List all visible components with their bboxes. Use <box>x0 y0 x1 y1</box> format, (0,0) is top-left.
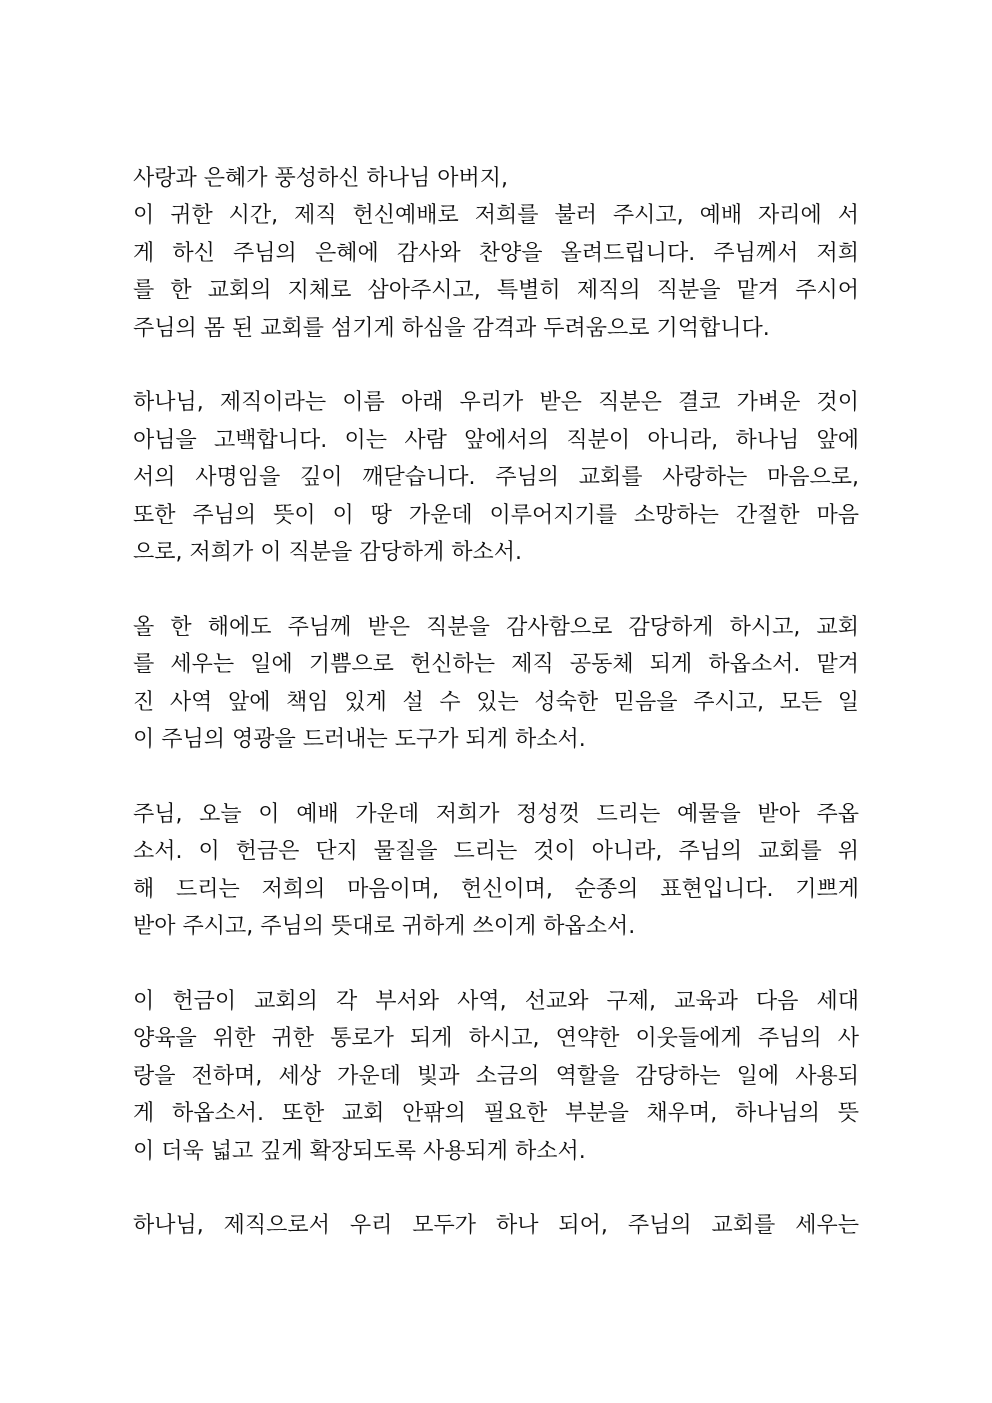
text-line: 이 주님의 영광을 드러내는 도구가 되게 하소서. <box>133 727 586 753</box>
text-line: 주님의 몸 된 교회를 섬기게 하심을 감격과 두려움으로 기억합니다. <box>133 315 770 341</box>
text-line: 이 헌금이 교회의 각 부서와 사역, 선교와 구제, 교육과 다음 세대 <box>133 988 859 1014</box>
text-line: 이 더욱 넓고 깊게 확장되도록 사용되게 하소서. <box>133 1138 586 1164</box>
text-line: 를 한 교회의 지체로 삼아주시고, 특별히 제직의 직분을 맡겨 주시어 <box>133 278 859 304</box>
prayer-text <box>133 160 859 1282</box>
text-line: 게 하신 주님의 은혜에 감사와 찬양을 올려드립니다. 주님께서 저희 <box>133 240 859 266</box>
text-line: 으로, 저희가 이 직분을 감당하게 하소서. <box>133 540 522 566</box>
text-line: 사랑과 은혜가 풍성하신 하나님 아버지, <box>133 166 508 191</box>
text-line: 받아 주시고, 주님의 뜻대로 귀하게 쓰이게 하옵소서. <box>133 914 636 940</box>
text-line: 게 하옵소서. 또한 교회 안팎의 필요한 부분을 채우며, 하나님의 뜻 <box>133 1101 859 1127</box>
text-line: 하나님, 제직으로서 우리 모두가 하나 되어, 주님의 교회를 세우는 <box>133 1213 859 1239</box>
text-line: 올 한 해에도 주님께 받은 직분을 감사함으로 감당하게 하시고, 교회 <box>133 614 859 640</box>
text-line: 주님, 오늘 이 예배 가운데 저희가 정성껏 드리는 예물을 받아 주옵 <box>133 801 859 827</box>
text-line: 하나님, 제직이라는 이름 아래 우리가 받은 직분은 결코 가벼운 것이 <box>133 390 859 416</box>
text-line: 진 사역 앞에 책임 있게 설 수 있는 성숙한 믿음을 주시고, 모든 일 <box>133 689 859 715</box>
text-line: 소서. 이 헌금은 단지 물질을 드리는 것이 아니라, 주님의 교회를 위 <box>133 839 859 865</box>
paragraph-6 <box>133 1207 859 1244</box>
text-line: 또한 주님의 뜻이 이 땅 가운데 이루어지기를 소망하는 간절한 마음 <box>133 502 859 528</box>
text-line: 양육을 위한 귀한 통로가 되게 하시고, 연약한 이웃들에게 주님의 사 <box>133 1026 859 1052</box>
text-line: 이 귀한 시간, 제직 헌신예배로 저희를 불러 주시고, 예배 자리에 서 <box>133 203 859 229</box>
text-line: 서의 사명임을 깊이 깨닫습니다. 주님의 교회를 사랑하는 마음으로, <box>133 465 859 491</box>
paragraph-2 <box>133 384 859 571</box>
text-line: 아님을 고백합니다. 이는 사람 앞에서의 직분이 아니라, 하나님 앞에 <box>133 427 859 453</box>
paragraph-5 <box>133 983 859 1170</box>
text-line: 를 세우는 일에 기쁨으로 헌신하는 제직 공동체 되게 하옵소서. 맡겨 <box>133 652 859 678</box>
text-line: 해 드리는 저희의 마음이며, 헌신이며, 순종의 표현입니다. 기쁘게 <box>133 876 859 902</box>
paragraph-1 <box>133 160 859 347</box>
text-line: 랑을 전하며, 세상 가운데 빛과 소금의 역할을 감당하는 일에 사용되 <box>133 1063 859 1089</box>
paragraph-3 <box>133 609 859 759</box>
paragraph-4 <box>133 796 859 946</box>
